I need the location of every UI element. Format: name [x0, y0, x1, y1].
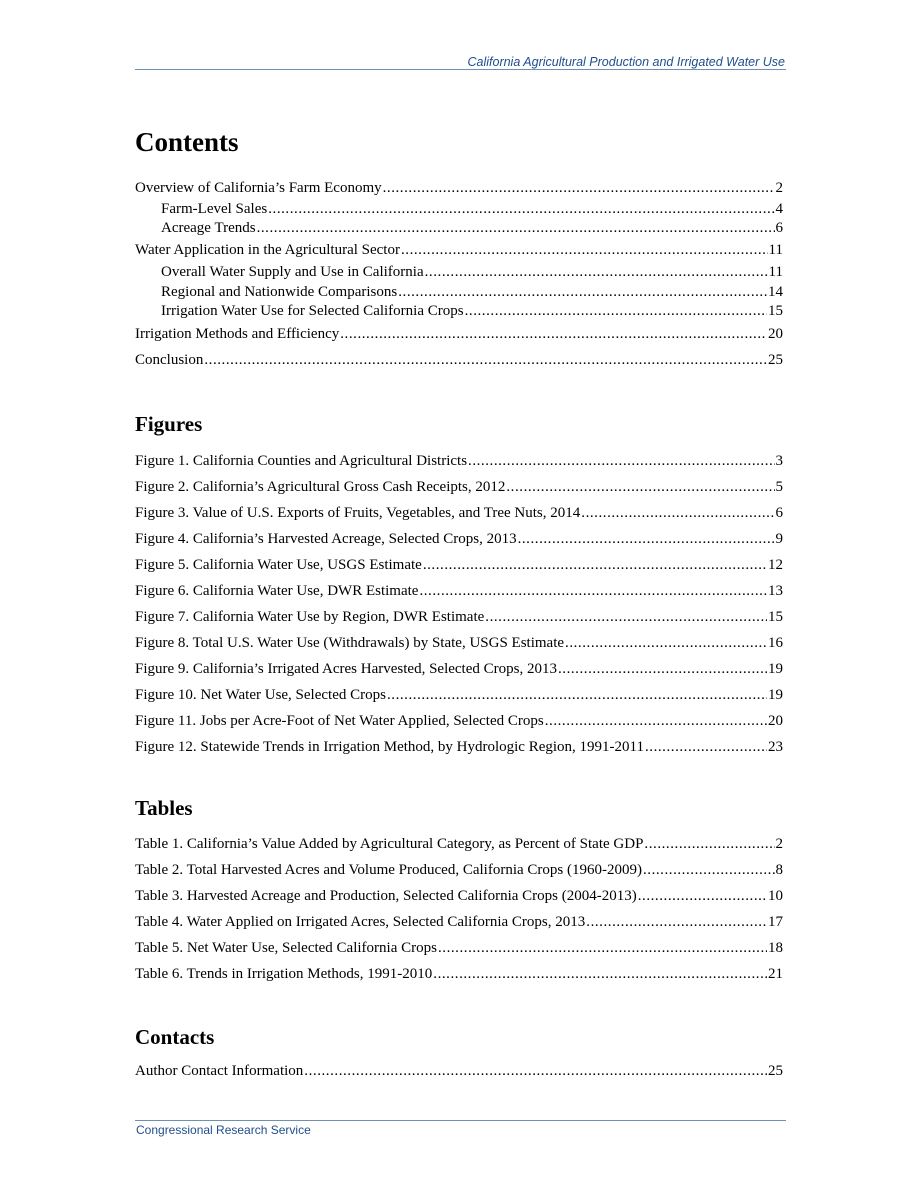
figure-entry-page: 15	[768, 609, 783, 625]
leader-dots	[433, 961, 767, 987]
contents-list	[135, 177, 783, 373]
figure-entry[interactable]	[135, 474, 783, 500]
leader-dots	[438, 935, 767, 961]
leader-dots	[645, 734, 767, 760]
toc-entry-title: Overview of California’s Farm Economy	[135, 180, 382, 196]
contact-entry[interactable]	[135, 1060, 783, 1082]
figure-entry-title: Figure 4. California’s Harvested Acreage, Selected Crops, 2013	[135, 531, 517, 547]
leader-dots	[425, 263, 768, 282]
figure-entry-page: 23	[768, 739, 783, 755]
table-entry[interactable]	[135, 883, 783, 909]
contacts-heading: Contacts	[135, 1025, 215, 1049]
toc-entry-page: 2	[775, 180, 783, 196]
table-entry-page: 21	[768, 966, 783, 982]
toc-entry-title: Regional and Nationwide Comparisons	[161, 284, 398, 300]
figure-entry-title: Figure 12. Statewide Trends in Irrigation Method, by Hydrologic Region, 1991-2011	[135, 739, 644, 755]
figure-entry[interactable]	[135, 552, 783, 578]
leader-dots	[423, 552, 767, 578]
table-entry-title: Table 5. Net Water Use, Selected California Crops	[135, 940, 437, 956]
figures-section	[135, 411, 783, 760]
toc-entry-page: 11	[768, 264, 783, 280]
leader-dots	[268, 199, 774, 219]
table-entry-title: Table 4. Water Applied on Irrigated Acres, Selected California Crops, 2013	[135, 914, 586, 930]
leader-dots	[586, 909, 767, 935]
figure-entry-title: Figure 2. California’s Agricultural Gross Cash Receipts, 2012	[135, 479, 506, 495]
toc-entry-title: Irrigation Methods and Efficiency	[135, 326, 340, 342]
running-footer: Congressional Research Service	[136, 1123, 311, 1137]
figure-entry-title: Figure 3. Value of U.S. Exports of Fruits, Vegetables, and Tree Nuts, 2014	[135, 505, 581, 521]
figure-entry-page: 9	[775, 531, 783, 547]
figure-entry-page: 20	[768, 713, 783, 729]
figures-list	[135, 448, 783, 760]
toc-entry[interactable]	[135, 219, 783, 237]
figure-entry[interactable]	[135, 526, 783, 552]
table-entry-title: Table 1. California’s Value Added by Agricultural Category, as Percent of State GDP	[135, 836, 644, 852]
toc-entry[interactable]	[135, 302, 783, 321]
toc-entry[interactable]	[135, 199, 783, 219]
leader-dots	[304, 1060, 767, 1082]
figure-entry-page: 16	[768, 635, 783, 651]
leader-dots	[465, 302, 767, 321]
figure-entry-title: Figure 6. California Water Use, DWR Estimate	[135, 583, 419, 599]
running-header: California Agricultural Production and Irrigated Water Use	[467, 55, 785, 69]
leader-dots	[644, 831, 774, 857]
figure-entry[interactable]	[135, 656, 783, 682]
toc-entry[interactable]	[135, 237, 783, 263]
leader-dots	[565, 630, 767, 656]
leader-dots	[340, 321, 767, 347]
figure-entry-page: 13	[768, 583, 783, 599]
figure-entry-page: 19	[768, 687, 783, 703]
toc-entry-page: 6	[775, 220, 783, 236]
table-entry-title: Table 6. Trends in Irrigation Methods, 1991-2010	[135, 966, 433, 982]
figure-entry[interactable]	[135, 448, 783, 474]
contacts-section	[135, 1024, 783, 1082]
leader-dots	[485, 604, 767, 630]
figure-entry-page: 5	[775, 479, 783, 495]
contact-entry-page: 25	[768, 1063, 783, 1079]
leader-dots	[419, 578, 767, 604]
toc-entry-title: Water Application in the Agricultural Sector	[135, 242, 400, 258]
table-entry[interactable]	[135, 831, 783, 857]
table-entry-page: 2	[775, 836, 783, 852]
table-entry-title: Table 2. Total Harvested Acres and Volume Produced, California Crops (1960-2009)	[135, 862, 642, 878]
tables-section	[135, 795, 783, 987]
figures-heading: Figures	[135, 412, 203, 436]
figure-entry[interactable]	[135, 682, 783, 708]
tables-list	[135, 831, 783, 987]
toc-entry[interactable]	[135, 177, 783, 199]
leader-dots	[468, 448, 774, 474]
contacts-list	[135, 1060, 783, 1082]
table-entry[interactable]	[135, 909, 783, 935]
leader-dots	[545, 708, 767, 734]
figure-entry[interactable]	[135, 734, 783, 760]
figure-entry[interactable]	[135, 578, 783, 604]
tables-heading: Tables	[135, 796, 193, 820]
toc-entry-page: 14	[768, 284, 783, 300]
figure-entry-page: 12	[768, 557, 783, 573]
toc-entry-page: 4	[775, 201, 783, 217]
figure-entry[interactable]	[135, 604, 783, 630]
leader-dots	[643, 857, 775, 883]
header-rule	[135, 69, 786, 70]
figure-entry-title: Figure 1. California Counties and Agricultural Districts	[135, 453, 468, 469]
figure-entry[interactable]	[135, 630, 783, 656]
leader-dots	[558, 656, 767, 682]
leader-dots	[518, 526, 775, 552]
leader-dots	[506, 474, 774, 500]
table-entry[interactable]	[135, 961, 783, 987]
toc-entry-page: 20	[768, 326, 783, 342]
table-entry-page: 8	[775, 862, 783, 878]
table-entry[interactable]	[135, 935, 783, 961]
toc-entry-page: 11	[768, 242, 783, 258]
table-entry-page: 17	[768, 914, 783, 930]
figure-entry[interactable]	[135, 708, 783, 734]
toc-entry-title: Irrigation Water Use for Selected California Crops	[161, 303, 464, 319]
table-entry[interactable]	[135, 857, 783, 883]
figure-entry-page: 19	[768, 661, 783, 677]
figure-entry[interactable]	[135, 500, 783, 526]
toc-entry-page: 15	[768, 303, 783, 319]
leader-dots	[401, 237, 768, 263]
leader-dots	[638, 883, 767, 909]
figure-entry-title: Figure 9. California’s Irrigated Acres Harvested, Selected Crops, 2013	[135, 661, 557, 677]
figure-entry-page: 3	[775, 453, 783, 469]
figure-entry-title: Figure 5. California Water Use, USGS Estimate	[135, 557, 422, 573]
toc-entry[interactable]	[135, 321, 783, 347]
footer-rule	[135, 1120, 786, 1121]
figure-entry-title: Figure 8. Total U.S. Water Use (Withdrawals) by State, USGS Estimate	[135, 635, 565, 651]
leader-dots	[398, 282, 767, 302]
figure-entry-title: Figure 11. Jobs per Acre-Foot of Net Water Applied, Selected Crops	[135, 713, 544, 729]
toc-entry[interactable]	[135, 347, 783, 373]
toc-entry-title: Acreage Trends	[161, 220, 256, 236]
contents-section	[135, 126, 783, 373]
leader-dots	[204, 347, 767, 373]
table-entry-page: 10	[768, 888, 783, 904]
toc-entry-title: Overall Water Supply and Use in California	[161, 264, 424, 280]
table-entry-title: Table 3. Harvested Acreage and Production, Selected California Crops (2004-2013)	[135, 888, 637, 904]
toc-entry[interactable]	[135, 263, 783, 282]
toc-entry-title: Conclusion	[135, 352, 204, 368]
leader-dots	[383, 177, 775, 199]
contact-entry-title: Author Contact Information	[135, 1063, 304, 1079]
toc-entry[interactable]	[135, 282, 783, 302]
figure-entry-page: 6	[775, 505, 783, 521]
table-entry-page: 18	[768, 940, 783, 956]
figure-entry-title: Figure 10. Net Water Use, Selected Crops	[135, 687, 386, 703]
leader-dots	[387, 682, 767, 708]
contents-heading: Contents	[135, 127, 239, 157]
leader-dots	[257, 219, 775, 237]
toc-entry-page: 25	[768, 352, 783, 368]
figure-entry-title: Figure 7. California Water Use by Region, DWR Estimate	[135, 609, 485, 625]
leader-dots	[581, 500, 774, 526]
toc-entry-title: Farm-Level Sales	[161, 201, 268, 217]
